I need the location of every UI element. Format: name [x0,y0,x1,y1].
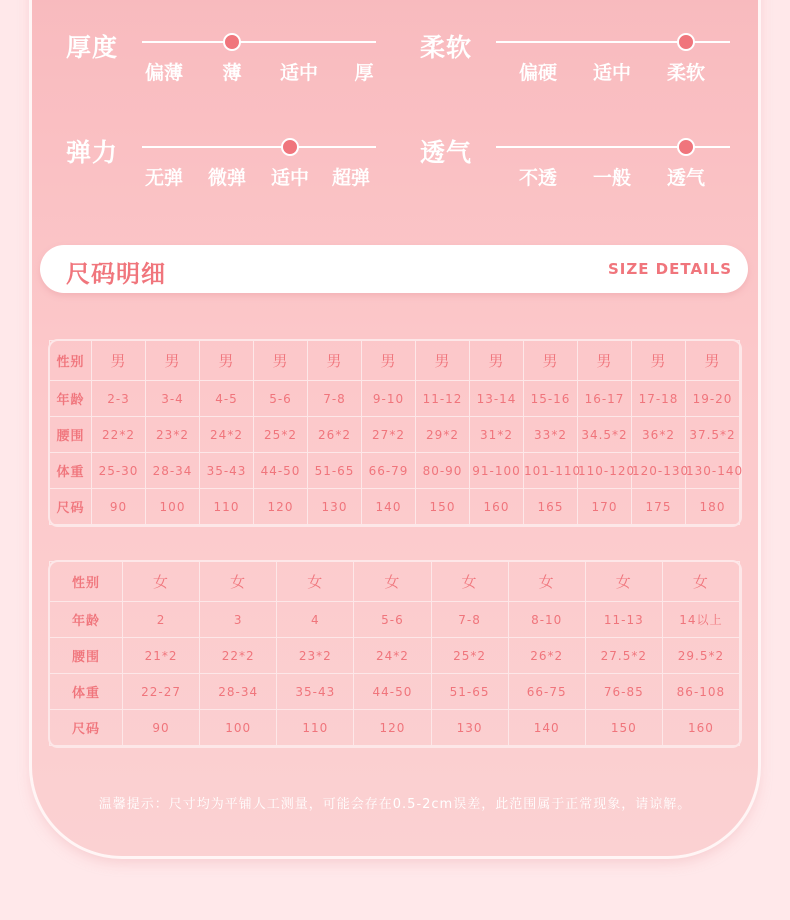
table-cell: 28-34 [200,674,277,710]
row-header: 性别 [50,341,92,381]
attribute-option: 不透 [518,167,558,189]
table-cell: 25-30 [92,453,146,489]
attribute-option: 微弹 [207,167,247,189]
table-row [50,341,740,381]
attribute-option: 适中 [279,62,319,84]
table-cell: 11-13 [585,602,662,638]
table-cell: 140 [362,489,416,525]
table-cell: 2-3 [92,381,146,417]
attribute-track [142,146,376,148]
table-cell: 33*2 [524,417,578,453]
table-cell: 36*2 [632,417,686,453]
table-cell: 27*2 [362,417,416,453]
attribute-indicator [281,138,299,156]
table-cell: 13-14 [470,381,524,417]
row-header: 腰围 [50,638,123,674]
table-cell: 女 [508,562,585,602]
table-cell: 160 [662,710,739,746]
table-cell: 5-6 [354,602,431,638]
attribute-option: 偏薄 [144,62,184,84]
row-header: 尺码 [50,489,92,525]
row-header: 尺码 [50,710,123,746]
attribute-3 [66,133,386,203]
table-cell: 51-65 [308,453,362,489]
section-subtitle: SIZE DETAILS [607,260,732,278]
table-cell: 8-10 [508,602,585,638]
girls-size-table [49,561,740,746]
table-cell: 110-120 [578,453,632,489]
attribute-label: 透气 [420,138,473,167]
table-cell: 7-8 [308,381,362,417]
attribute-option: 适中 [592,62,632,84]
table-cell: 31*2 [470,417,524,453]
table-cell: 150 [416,489,470,525]
table-cell: 24*2 [354,638,431,674]
table-cell: 女 [585,562,662,602]
size-details-banner [40,245,748,293]
attribute-label: 弹力 [66,138,119,167]
attribute-1 [66,28,386,98]
section-title: 尺码明细 [66,260,166,288]
table-cell: 5-6 [254,381,308,417]
table-cell: 44-50 [254,453,308,489]
table-row [50,638,740,674]
table-cell: 66-79 [362,453,416,489]
table-cell: 76-85 [585,674,662,710]
attribute-option: 一般 [592,167,632,189]
table-row [50,602,740,638]
table-cell: 130-140 [686,453,740,489]
attribute-option: 超弹 [331,167,371,189]
table-cell: 35-43 [200,453,254,489]
table-cell: 27.5*2 [585,638,662,674]
table-cell: 9-10 [362,381,416,417]
table-cell: 150 [585,710,662,746]
table-cell: 女 [200,562,277,602]
row-header: 年龄 [50,381,92,417]
table-cell: 24*2 [200,417,254,453]
table-cell: 37.5*2 [686,417,740,453]
table-cell: 女 [123,562,200,602]
table-cell: 男 [92,341,146,381]
table-cell: 140 [508,710,585,746]
table-cell: 21*2 [123,638,200,674]
table-cell: 23*2 [146,417,200,453]
row-header: 体重 [50,453,92,489]
table-cell: 44-50 [354,674,431,710]
table-cell: 23*2 [277,638,354,674]
table-cell: 110 [200,489,254,525]
attribute-track [142,41,376,43]
table-cell: 100 [200,710,277,746]
table-cell: 男 [686,341,740,381]
attribute-option: 透气 [666,167,706,189]
table-cell: 160 [470,489,524,525]
attribute-option: 柔软 [666,62,706,84]
table-row [50,489,740,525]
table-cell: 3 [200,602,277,638]
table-row [50,381,740,417]
table-row [50,453,740,489]
table-cell: 175 [632,489,686,525]
attribute-option: 厚 [354,62,374,84]
table-row [50,562,740,602]
table-cell: 22*2 [200,638,277,674]
table-cell: 男 [578,341,632,381]
table-cell: 26*2 [308,417,362,453]
measurement-note: 温馨提示：尺寸均为平铺人工测量，可能会存在0.5-2cm误差，此范围属于正常现象，请谅解。 [98,797,692,812]
table-cell: 29*2 [416,417,470,453]
table-cell: 男 [308,341,362,381]
table-cell: 3-4 [146,381,200,417]
table-cell: 4 [277,602,354,638]
table-cell: 120 [354,710,431,746]
table-cell: 17-18 [632,381,686,417]
table-cell: 165 [524,489,578,525]
table-cell: 170 [578,489,632,525]
row-header: 性别 [50,562,123,602]
table-cell: 15-16 [524,381,578,417]
table-cell: 110 [277,710,354,746]
attribute-label: 厚度 [66,33,119,62]
table-cell: 22*2 [92,417,146,453]
table-cell: 91-100 [470,453,524,489]
table-cell: 51-65 [431,674,508,710]
table-cell: 25*2 [254,417,308,453]
attribute-label: 柔软 [420,33,473,62]
table-cell: 女 [431,562,508,602]
table-cell: 7-8 [431,602,508,638]
table-cell: 14以上 [662,602,739,638]
row-header: 年龄 [50,602,123,638]
table-cell: 25*2 [431,638,508,674]
table-cell: 28-34 [146,453,200,489]
attribute-option: 薄 [222,62,242,84]
table-cell: 120 [254,489,308,525]
table-cell: 80-90 [416,453,470,489]
table-cell: 4-5 [200,381,254,417]
table-cell: 男 [524,341,578,381]
attribute-option: 适中 [270,167,310,189]
table-cell: 男 [470,341,524,381]
table-cell: 女 [354,562,431,602]
row-header: 腰围 [50,417,92,453]
table-row [50,674,740,710]
table-cell: 男 [362,341,416,381]
table-cell: 2 [123,602,200,638]
table-cell: 180 [686,489,740,525]
row-header: 体重 [50,674,123,710]
table-cell: 35-43 [277,674,354,710]
table-cell: 66-75 [508,674,585,710]
table-cell: 22-27 [123,674,200,710]
attribute-option: 无弹 [144,167,184,189]
table-cell: 女 [662,562,739,602]
table-cell: 11-12 [416,381,470,417]
table-cell: 19-20 [686,381,740,417]
table-cell: 86-108 [662,674,739,710]
table-cell: 130 [308,489,362,525]
table-cell: 男 [632,341,686,381]
table-cell: 90 [123,710,200,746]
attribute-indicator [677,33,695,51]
table-cell: 男 [200,341,254,381]
table-cell: 26*2 [508,638,585,674]
table-cell: 100 [146,489,200,525]
table-cell: 女 [277,562,354,602]
attribute-2 [420,28,740,98]
attribute-indicator [223,33,241,51]
table-cell: 101-110 [524,453,578,489]
boys-size-table [49,340,744,525]
table-cell: 130 [431,710,508,746]
table-cell: 29.5*2 [662,638,739,674]
table-row [50,710,740,746]
attribute-4 [420,133,740,203]
attribute-indicator [677,138,695,156]
table-cell: 120-130 [632,453,686,489]
table-row [50,417,740,453]
table-cell: 男 [416,341,470,381]
table-cell: 34.5*2 [578,417,632,453]
table-cell: 男 [146,341,200,381]
table-cell: 90 [92,489,146,525]
table-cell: 男 [254,341,308,381]
table-cell: 16-17 [578,381,632,417]
attribute-option: 偏硬 [518,62,558,84]
